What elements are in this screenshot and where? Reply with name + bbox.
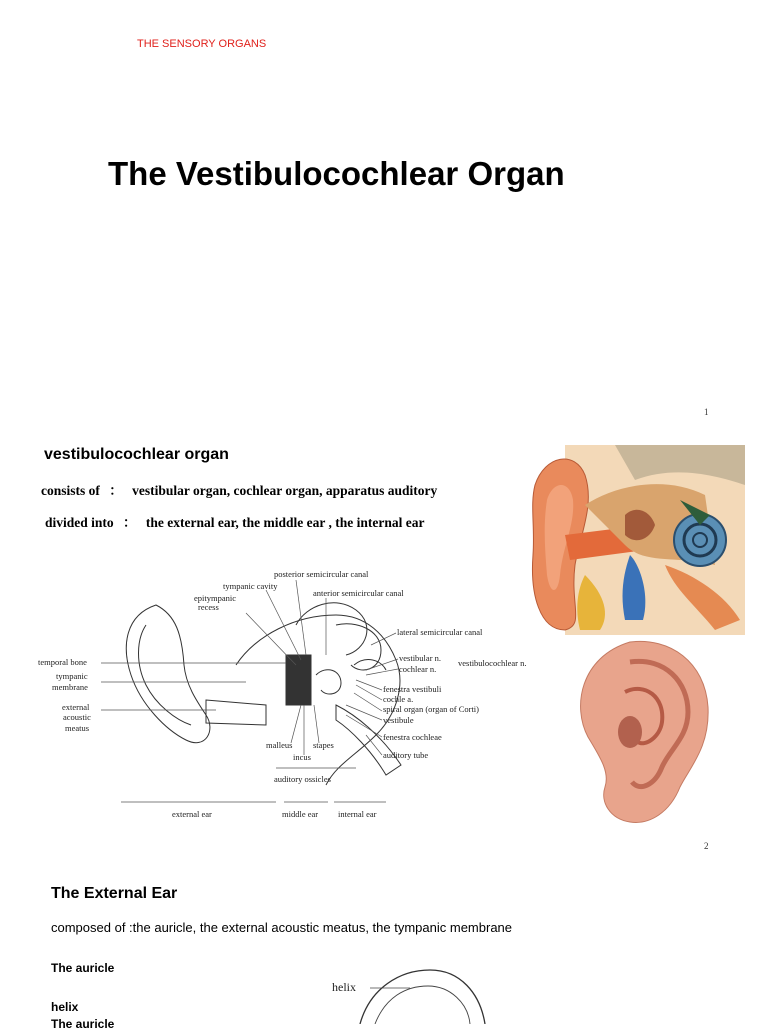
section-heading: vestibulocochlear organ [44, 446, 229, 463]
diagram-label: vestibule [383, 715, 414, 725]
auricle-line-diagram [270, 958, 500, 1024]
consists-label: consists of [41, 483, 100, 498]
diagram-label: cochle a. [383, 694, 414, 704]
truncated-line: The auricle [51, 1017, 115, 1031]
external-ear-heading: The External Ear [51, 885, 178, 902]
ear-cross-section-illustration [525, 445, 745, 635]
diagram-label: fenestra vestibuli [383, 684, 442, 694]
diagram-label: anterior semicircular canal [313, 588, 404, 598]
diagram-label: auditory ossicles [274, 774, 331, 784]
diagram-label: epitympanic [194, 593, 237, 603]
diagram-label: tympanic cavity [223, 581, 278, 591]
diagram-label: tympanic [56, 671, 88, 681]
divided-label: divided into [45, 515, 114, 530]
consists-separator: ： [109, 483, 123, 498]
diagram-label: incus [293, 752, 311, 762]
helix-item: helix [51, 1000, 79, 1014]
diagram-label: internal ear [338, 809, 377, 819]
diagram-label: malleus [266, 740, 293, 750]
page-number-1: 1 [704, 407, 709, 417]
diagram-label: cochlear n. [399, 664, 437, 674]
diagram-label: acoustic [63, 712, 91, 722]
diagram-label: lateral semicircular canal [397, 627, 483, 637]
diagram-label: stapes [313, 740, 334, 750]
diagram-label: vestibular n. [399, 653, 442, 663]
diagram-label: vestibulocochlear n. [458, 658, 527, 668]
consists-text: vestibular organ, cochlear organ, apparatus auditory [132, 483, 438, 498]
diagram-label: posterior semicircular canal [274, 569, 369, 579]
divided-separator: ： [123, 515, 137, 530]
page-number-2: 2 [704, 841, 709, 851]
diagram-label: auditory tube [383, 750, 429, 760]
consists-line [41, 479, 437, 499]
diagram-label: membrane [52, 682, 88, 692]
diagram-label: recess [198, 602, 219, 612]
page-title: The Vestibulocochlear Organ [108, 155, 565, 192]
diagram-label: external [62, 702, 90, 712]
section-tag: THE SENSORY ORGANS [137, 38, 267, 50]
divided-line [45, 511, 424, 531]
diagram-label: fenestra cochleae [383, 732, 442, 742]
ear-anatomy-diagram [36, 565, 556, 825]
diagram-label: meatus [65, 723, 90, 733]
diagram-label: spiral organ (organ of Corti) [383, 704, 479, 714]
diagram-label: middle ear [282, 809, 319, 819]
auricle-heading: The auricle [51, 961, 115, 975]
diagram-label: external ear [172, 809, 212, 819]
diagram-label: temporal bone [38, 657, 87, 667]
divided-text: the external ear, the middle ear , the internal ear [145, 515, 425, 530]
auricle-illustration [570, 637, 715, 827]
diagram-label-helix: helix [332, 980, 356, 994]
composed-text: composed of :the auricle, the external acoustic meatus, the tympanic membrane [51, 920, 513, 935]
